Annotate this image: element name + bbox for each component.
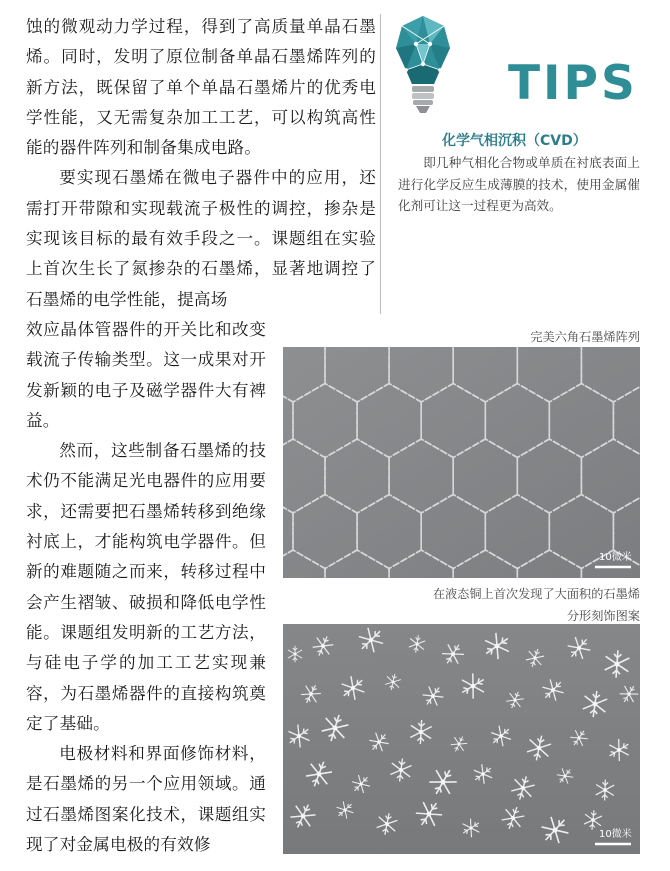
figure-1-caption: 完美六角石墨烯阵列 <box>530 330 640 344</box>
article-paragraph-4: 电极材料和界面修饰材料，是石墨烯的另一个应用领域。通过石墨烯图案化技术，课题组实现了对金属电极的有效修 <box>26 744 266 855</box>
lightbulb-icon <box>394 14 452 116</box>
article-paragraph-2-continued: 效应晶体管器件的开关比和改变载流子传输类型。这一成果对开发新颖的电子及磁学器件大有裨益。 <box>26 320 266 430</box>
tips-heading: 化学气相沉积（CVD） <box>442 133 587 149</box>
figure-2-scale-label: 10微米 <box>599 829 632 840</box>
article-paragraph-1: 蚀的微观动力学过程，得到了高质量单晶石墨烯。同时，发明了原位制备单晶石墨烯阵列的新方法，既保留了单个单晶石墨烯片的优秀电学性能，又无需复杂加工工艺，可以构筑高性能的器件阵列和制备集成电路。 <box>26 17 376 158</box>
article-paragraph-2: 要实现石墨烯在微电子器件中的应用，还需打开带隙和实现载流子极性的调控，掺杂是实现该目标的最有效手段之一。课题组在实验上首次生长了氮掺杂的石墨烯，显著地调控了石墨烯的电学性能，提高场 <box>26 168 376 309</box>
figure-2-caption-line2: 分形刻饰图案 <box>566 609 640 623</box>
article-column-wide <box>26 12 376 315</box>
tips-box <box>390 14 640 244</box>
hexagon-array-image <box>283 347 640 578</box>
snowflake-pattern-image <box>283 624 640 854</box>
figure-2-caption-line1: 在液态铜上首次发现了大面积的石墨烯 <box>432 587 640 601</box>
figure-2-snowflake-photo <box>283 624 640 854</box>
article-column-narrow <box>26 315 266 860</box>
tips-body-text: 即几种气相化合物或单质在衬底表面上进行化学反应生成薄膜的技术，使用金属催化剂可让这一过程更为高效。 <box>398 155 640 213</box>
tips-title: TIPS <box>508 56 638 111</box>
figure-1-hexagon-photo <box>283 347 640 578</box>
figure-1-scale-label: 10微米 <box>599 552 632 563</box>
column-divider <box>380 14 381 314</box>
article-paragraph-3: 然而，这些制备石墨烯的技术仍不能满足光电器件的应用要求，还需要把石墨烯转移到绝缘衬底上，才能构筑电学器件。但新的难题随之而来，转移过程中会产生褶皱、破损和降低电学性能。课题组发明新的工艺方法，与硅电子学的加工工艺实现兼容，为石墨烯器件的直接构筑奠定了基础。 <box>26 441 266 733</box>
